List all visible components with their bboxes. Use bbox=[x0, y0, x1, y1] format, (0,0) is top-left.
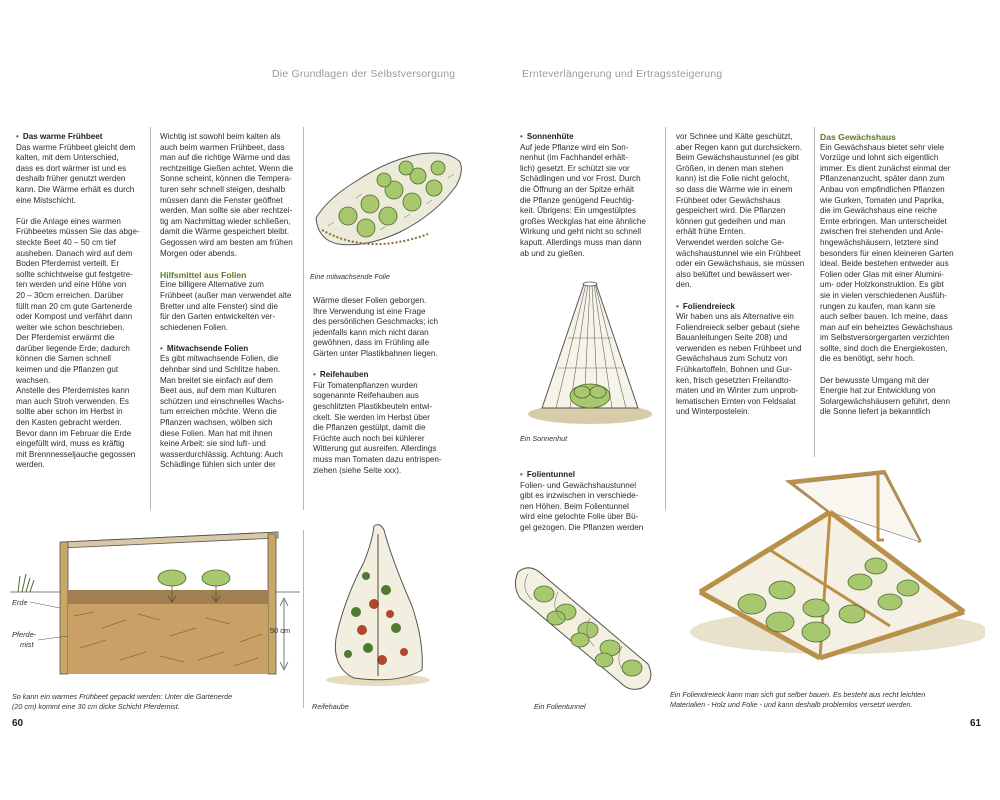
heading-reifehauben: • Reifehauben bbox=[313, 370, 461, 381]
text-line: Pflanzen wachsen, wölben sich bbox=[160, 418, 273, 428]
right-column-2 bbox=[676, 132, 814, 418]
column-rule bbox=[150, 127, 151, 510]
paragraph-solargewaechshaus bbox=[820, 376, 970, 418]
text-line: Anstelle des Pferdemistes kann bbox=[16, 386, 130, 396]
text-line: turen sehr schnell steigen, deshalb bbox=[160, 184, 286, 194]
paragraph-mitwachsende-folien bbox=[160, 354, 300, 471]
text-line: Boden Pferdemist verteilt. Er bbox=[16, 259, 120, 269]
text-line: die Öffnung an der Spitze erhält bbox=[520, 184, 635, 194]
text-line: füllt man 20 cm gute Gartenerde bbox=[16, 301, 133, 311]
text-line: oder Kompost und verfährt dann bbox=[16, 312, 133, 322]
text-line: damit die Wärme gespeichert bleibt. bbox=[160, 227, 290, 237]
text-line: Früchte auch noch bei kühlerer bbox=[313, 433, 425, 443]
text-line: sie in vielen verschiedenen Ausfüh- bbox=[820, 290, 947, 300]
text-line: die Sonne liefert ja bekanntlich bbox=[820, 407, 931, 417]
right-column-1 bbox=[520, 132, 660, 259]
text-line: kann. Die Wärme erhält es durch bbox=[16, 184, 135, 194]
text-line: Vorzüge und lohnt sich eigentlich bbox=[820, 153, 939, 163]
text-line: den Kasten gebracht werden. bbox=[16, 418, 122, 428]
text-line: vor Schnee und Kälte geschützt, bbox=[676, 132, 793, 141]
text-line: hngewächshäusern, letztere sind bbox=[820, 237, 939, 247]
text-line: ziehen (siehe Seite xxx). bbox=[313, 465, 402, 475]
text-line: Frühbeetes müssen Sie das abge- bbox=[16, 227, 140, 237]
text-line: Größen, in denen man stehen bbox=[676, 163, 784, 173]
text-line: 20 – 30cm erreichen. Darüber bbox=[16, 290, 124, 300]
text-line: auch selber bauen. Ich meine, dass bbox=[820, 312, 948, 322]
label-depth: 50 cm bbox=[270, 626, 291, 635]
text-line: Gegossen wird am besten am frühen bbox=[160, 237, 293, 247]
fruehbeet-cross-section-illustration bbox=[10, 520, 300, 680]
paragraph-warmes-fruehbeet bbox=[16, 143, 146, 207]
text-line: gewöhnen, dass im Frühling alle bbox=[313, 338, 430, 348]
column-rule bbox=[665, 127, 666, 510]
column-rule bbox=[303, 530, 304, 708]
text-line: die Pflanze genügend Feuchtig- bbox=[520, 195, 635, 205]
text-line: Folien oder Glas mit einer Alumini- bbox=[820, 269, 944, 279]
text-line: nenhut (im Fachhandel erhält- bbox=[520, 153, 628, 163]
text-line: keit. Übrigens: Ein umgestülptes bbox=[520, 206, 637, 216]
paragraph-folien-geschmack bbox=[313, 296, 461, 360]
right-column-3 bbox=[820, 132, 970, 418]
caption-mitwachsende-folie: Eine mitwachsende Folie bbox=[310, 272, 390, 281]
text-line: kalten, mit dem Unterschied, bbox=[16, 153, 119, 163]
paragraph-gewaechshaus bbox=[820, 143, 970, 365]
text-line: Solargewächshäusern geführt, denn bbox=[820, 396, 951, 406]
caption-reifehaube: Reifehaube bbox=[312, 702, 349, 711]
heading-hilfsmittel-folien: Hilfsmittel aus Folien bbox=[160, 269, 247, 280]
text-line: dehnbar sind und Schlitze haben. bbox=[160, 365, 281, 375]
text-line: wachsen. bbox=[16, 375, 51, 385]
text-line: keimen und die Pflanzen gut bbox=[16, 365, 119, 375]
text-line: Auf jede Pflanze wird ein Son- bbox=[520, 142, 629, 152]
running-head-left: Die Grundlagen der Selbstversorgung bbox=[272, 68, 456, 80]
label-pferdemist-2: mist bbox=[20, 640, 34, 649]
text-line: weiter wie schon beschrieben. bbox=[16, 322, 125, 332]
left-column-2 bbox=[160, 132, 300, 471]
text-line: Der bewusste Umgang mit der bbox=[820, 375, 930, 385]
text-line: können gut gedeihen und man bbox=[676, 216, 786, 226]
text-line: man auf ein beheiztes Gewächshaus bbox=[820, 322, 953, 332]
text-line: man auf die richtige Wärme und das bbox=[160, 153, 291, 163]
text-line: für den Garten entwickelten ver- bbox=[160, 312, 276, 322]
text-line: besonders für einen kleineren Garten bbox=[820, 248, 954, 258]
caption-foliendreieck-line-1: Ein Foliendreieck kann man sich gut selber bauen. Es besteht aus recht leichten bbox=[670, 690, 926, 699]
text-line: wird eine gelochte Folie über Bü- bbox=[520, 512, 639, 522]
text-line: ten werden und eine Höhe von bbox=[16, 280, 127, 290]
text-line: Witterung gut ausreifen. Allerdings bbox=[313, 444, 437, 454]
paragraph-anlage bbox=[16, 217, 146, 471]
text-line: werden. Man sollte sie aber rechtzei- bbox=[160, 206, 293, 216]
text-line: so dass die Wärme wie in einem bbox=[676, 184, 793, 194]
text-line: darüber liegende Erde; dadurch bbox=[16, 343, 130, 353]
text-line: schützen und einschnelles Wachs- bbox=[160, 396, 285, 406]
text-line: gibt es inzwischen in verschiede- bbox=[520, 491, 639, 501]
text-line: Für die Anlage eines warmen bbox=[16, 216, 121, 226]
paragraph-reifehauben bbox=[313, 381, 461, 476]
text-line: lematischen Ernten von Feldsalat bbox=[676, 396, 796, 406]
text-line: wie Gurken, Tomaten und Paprika, bbox=[820, 195, 945, 205]
caption-fruehbeet bbox=[12, 692, 302, 711]
text-line: sollte aber schon im Herbst in bbox=[16, 407, 123, 417]
text-line: rechtzeitige Gießen achtet. Wenn die bbox=[160, 163, 294, 173]
text-line: Wir haben uns als Alternative ein bbox=[676, 312, 794, 322]
text-line: keine Arbeit: sie sind luft- und bbox=[160, 439, 266, 449]
text-line: deshalb früher genutzt werden bbox=[16, 174, 126, 184]
text-line: Ernte erbringen. Man unterscheidet bbox=[820, 216, 947, 226]
text-line: schiedenen Folien. bbox=[160, 322, 228, 332]
heading-folientunnel: • Folientunnel bbox=[520, 470, 660, 481]
text-line: Gärten unter Plastikbahnen liegen. bbox=[313, 348, 438, 358]
text-line: Ein Gewächshaus bietet sehr viele bbox=[820, 142, 945, 152]
text-line: Bretter und alte Fenster) sind die bbox=[160, 301, 278, 311]
text-line: die im Gewächshaus eine reiche bbox=[820, 206, 937, 216]
text-line: sollte, sind doch die Energiekosten, bbox=[820, 343, 948, 353]
text-line: tum erreichen möchte. Wenn die bbox=[160, 407, 277, 417]
text-line: gel gezogen. Die Pflanzen werden bbox=[520, 522, 644, 532]
text-line: Frühbeet oder Gewächshaus bbox=[676, 195, 781, 205]
heading-mitwachsende-folien: • Mitwachsende Folien bbox=[160, 344, 300, 355]
running-head-right: Ernteverlängerung und Ertragssteigerung bbox=[522, 68, 723, 80]
text-line: tig am Nachmittag wieder schließen, bbox=[160, 216, 291, 226]
paragraph-folientunnel bbox=[520, 481, 660, 534]
text-line: Bevor dann im Februar die Erde bbox=[16, 428, 132, 438]
text-line: Anbau von empfindlichen Pflanzen bbox=[820, 184, 945, 194]
text-line: Wirkung und geht nicht so schnell bbox=[520, 227, 642, 237]
text-line: aber Regen kann gut durchsickern. bbox=[676, 142, 802, 152]
text-line: man auch Stroh verwenden. Es bbox=[16, 396, 129, 406]
text-line: maten und im Winter zum unprob- bbox=[676, 386, 799, 396]
text-line: steckte Beet 40 – 50 cm tief bbox=[16, 237, 116, 247]
text-line: oder ein Gewächshaus, sie müssen bbox=[676, 259, 805, 269]
text-line: Wärme dieser Folien geborgen. bbox=[313, 296, 427, 305]
text-line: Morgen oder abends. bbox=[160, 248, 237, 258]
label-erde: Erde bbox=[12, 598, 28, 607]
text-line: Schädlingen und vor Frost. Durch bbox=[520, 174, 641, 184]
text-line: ckelt. Sie werden im Herbst über bbox=[313, 412, 430, 422]
text-line: Wichtig ist sowohl beim kalten als bbox=[160, 132, 281, 141]
left-column-3 bbox=[313, 296, 461, 476]
text-line: Frühbeet (außer man verwendet alte bbox=[160, 290, 292, 300]
caption-folientunnel: Ein Folientunnel bbox=[534, 702, 586, 711]
paragraph-sonnenhuete bbox=[520, 143, 660, 260]
caption-sonnenhut: Ein Sonnenhut bbox=[520, 434, 568, 443]
text-line: im Selbstversorgergarten verzichten bbox=[820, 333, 950, 343]
text-line: ideal. Beide bestehen entweder aus bbox=[820, 259, 949, 269]
text-line: Sonne scheint, können die Tempera- bbox=[160, 174, 292, 184]
heading-sonnenhuete: • Sonnenhüte bbox=[520, 132, 660, 143]
text-line: Man breitet sie einfach auf dem bbox=[160, 375, 273, 385]
text-line: Das warme Frühbeet gleicht dem bbox=[16, 142, 136, 152]
text-line: erhält frühe Ernten. bbox=[676, 227, 746, 237]
text-line: lich) gesetzt. Er schützt sie vor bbox=[520, 163, 630, 173]
page-number-right: 61 bbox=[970, 718, 982, 729]
right-column-1b bbox=[520, 470, 660, 534]
text-line: sollte schichtweise gut festgetre- bbox=[16, 269, 133, 279]
heading-warmes-fruehbeet: • Das warme Frühbeet bbox=[16, 132, 146, 143]
text-line: die es benötigt, sehr hoch. bbox=[820, 354, 915, 364]
paragraph-waerme-giessen bbox=[160, 132, 300, 259]
heading-gewaechshaus: Das Gewächshaus bbox=[820, 132, 896, 142]
text-line: sogenannte Reifehauben aus bbox=[313, 391, 419, 401]
text-line: kann) ist die Folie nicht gelocht, bbox=[676, 174, 790, 184]
text-line: Ihre Verwendung ist eine Frage bbox=[313, 306, 426, 316]
text-line: müssen dann die Fenster geöffnet bbox=[160, 195, 283, 205]
text-line: Verwendet werden solche Ge- bbox=[676, 237, 785, 247]
page-number-left: 60 bbox=[12, 718, 24, 729]
text-line: ken, frisch gesetzten Freilandto- bbox=[676, 375, 792, 385]
paragraph-folien-alternative bbox=[160, 280, 300, 333]
heading-foliendreieck: • Foliendreieck bbox=[676, 302, 814, 313]
mitwachsende-folie-illustration bbox=[308, 138, 473, 258]
text-line: Beet aus, auf dem man Kulturen bbox=[160, 386, 277, 396]
text-line: Eine billigere Alternative zum bbox=[160, 280, 264, 290]
text-line: dass es dort wärmer ist und es bbox=[16, 163, 127, 173]
text-line: also belüftet und bewässert wer- bbox=[676, 269, 793, 279]
text-line: geschlitzten Plastikbeuteln entwi- bbox=[313, 401, 433, 411]
paragraph-foliendreieck bbox=[676, 312, 814, 418]
caption-fruehbeet-line-2: (20 cm) kommt eine 30 cm dicke Schicht Pferdemist. bbox=[12, 701, 180, 711]
caption-foliendreieck bbox=[670, 690, 985, 709]
text-line: um- oder Holzkonstruktion. Es gibt bbox=[820, 280, 944, 290]
sonnenhut-illustration bbox=[522, 278, 657, 428]
text-line: Bauanleitungen Seite 208) und bbox=[676, 333, 788, 343]
text-line: Foliendreieck selber gebaut (siehe bbox=[676, 322, 800, 332]
label-pferdemist-1: Pferde- bbox=[12, 630, 37, 639]
text-line: mit Brennnesseljauche gegossen bbox=[16, 449, 136, 459]
text-line: des persönlichen Geschmacks; ich bbox=[313, 317, 439, 327]
text-line: werden. bbox=[16, 460, 45, 470]
text-line: nen Höhen. Beim Folientunnel bbox=[520, 501, 629, 511]
column-rule bbox=[814, 127, 815, 457]
foliendreieck-illustration bbox=[670, 462, 985, 662]
text-line: wasserdurchlässig. Achtung: Auch bbox=[160, 449, 283, 459]
text-line: gespeichert wird. Die Pflanzen bbox=[676, 206, 786, 216]
text-line: kaputt. Allerdings muss man dann bbox=[520, 237, 642, 247]
text-line: ausheben. Danach wird auf dem bbox=[16, 248, 133, 258]
text-line: eine Mistschicht. bbox=[16, 195, 76, 205]
text-line: muss man Tomaten dazu entrispen- bbox=[313, 454, 442, 464]
text-line: zwischen frei stehenden und Anle- bbox=[820, 227, 944, 237]
folientunnel-illustration bbox=[510, 560, 660, 695]
text-line: die Pflanzen gestülpt, damit die bbox=[313, 423, 426, 433]
text-line: Der Pferdemist erwärmt die bbox=[16, 333, 115, 343]
column-rule bbox=[303, 127, 304, 510]
text-line: Es gibt mitwachsende Folien, die bbox=[160, 354, 279, 364]
text-line: Pflanzenanzucht, später dann zum bbox=[820, 174, 945, 184]
text-line: Für Tomatenpflanzen wurden bbox=[313, 380, 418, 390]
caption-fruehbeet-line-1: So kann ein warmes Frühbeet gepackt werden: Unter die Gartenerde bbox=[12, 692, 233, 701]
text-line: Frühkartoffeln, Bohnen und Gur- bbox=[676, 365, 793, 375]
text-line: eingefüllt wird, muss es kräftig bbox=[16, 439, 125, 449]
paragraph-gewaechshaustunnel bbox=[676, 132, 814, 291]
text-line: wächshaustunnel wie ein Frühbeet bbox=[676, 248, 801, 258]
text-line: auch beim warmen Frühbeet, dass bbox=[160, 142, 285, 152]
text-line: ab und zu gießen. bbox=[520, 248, 585, 258]
caption-foliendreieck-line-2: Materialien - Holz und Folie - und kann deshalb problemlos versetzt werden. bbox=[670, 699, 913, 709]
text-line: diese Folien. Man hat mit ihnen bbox=[160, 428, 273, 438]
reifehaube-illustration bbox=[318, 520, 438, 690]
text-line: den. bbox=[676, 280, 692, 290]
text-line: können die Samen schnell bbox=[16, 354, 111, 364]
text-line: großes Weckglas hat eine ähnliche bbox=[520, 216, 646, 226]
text-line: jedenfalls kann mich nicht daran bbox=[313, 327, 429, 337]
text-line: rungen zu kaufen, man kann sie bbox=[820, 301, 936, 311]
text-line: immer. Es dient zunächst einmal der bbox=[820, 163, 951, 173]
text-line: verwenden es neben Frühbeet und bbox=[676, 343, 802, 353]
left-column-1 bbox=[16, 132, 146, 471]
text-line: Folien- und Gewächshaustunnel bbox=[520, 480, 637, 490]
text-line: Gewächshaus zum Schutz von bbox=[676, 354, 788, 364]
text-line: Schädlinge fühlen sich unter der bbox=[160, 460, 276, 470]
text-line: und Winterpostelein. bbox=[676, 407, 750, 417]
text-line: Beim Gewächshaustunnel (es gibt bbox=[676, 153, 799, 163]
text-line: Energie hat zur Entwicklung von bbox=[820, 386, 936, 396]
